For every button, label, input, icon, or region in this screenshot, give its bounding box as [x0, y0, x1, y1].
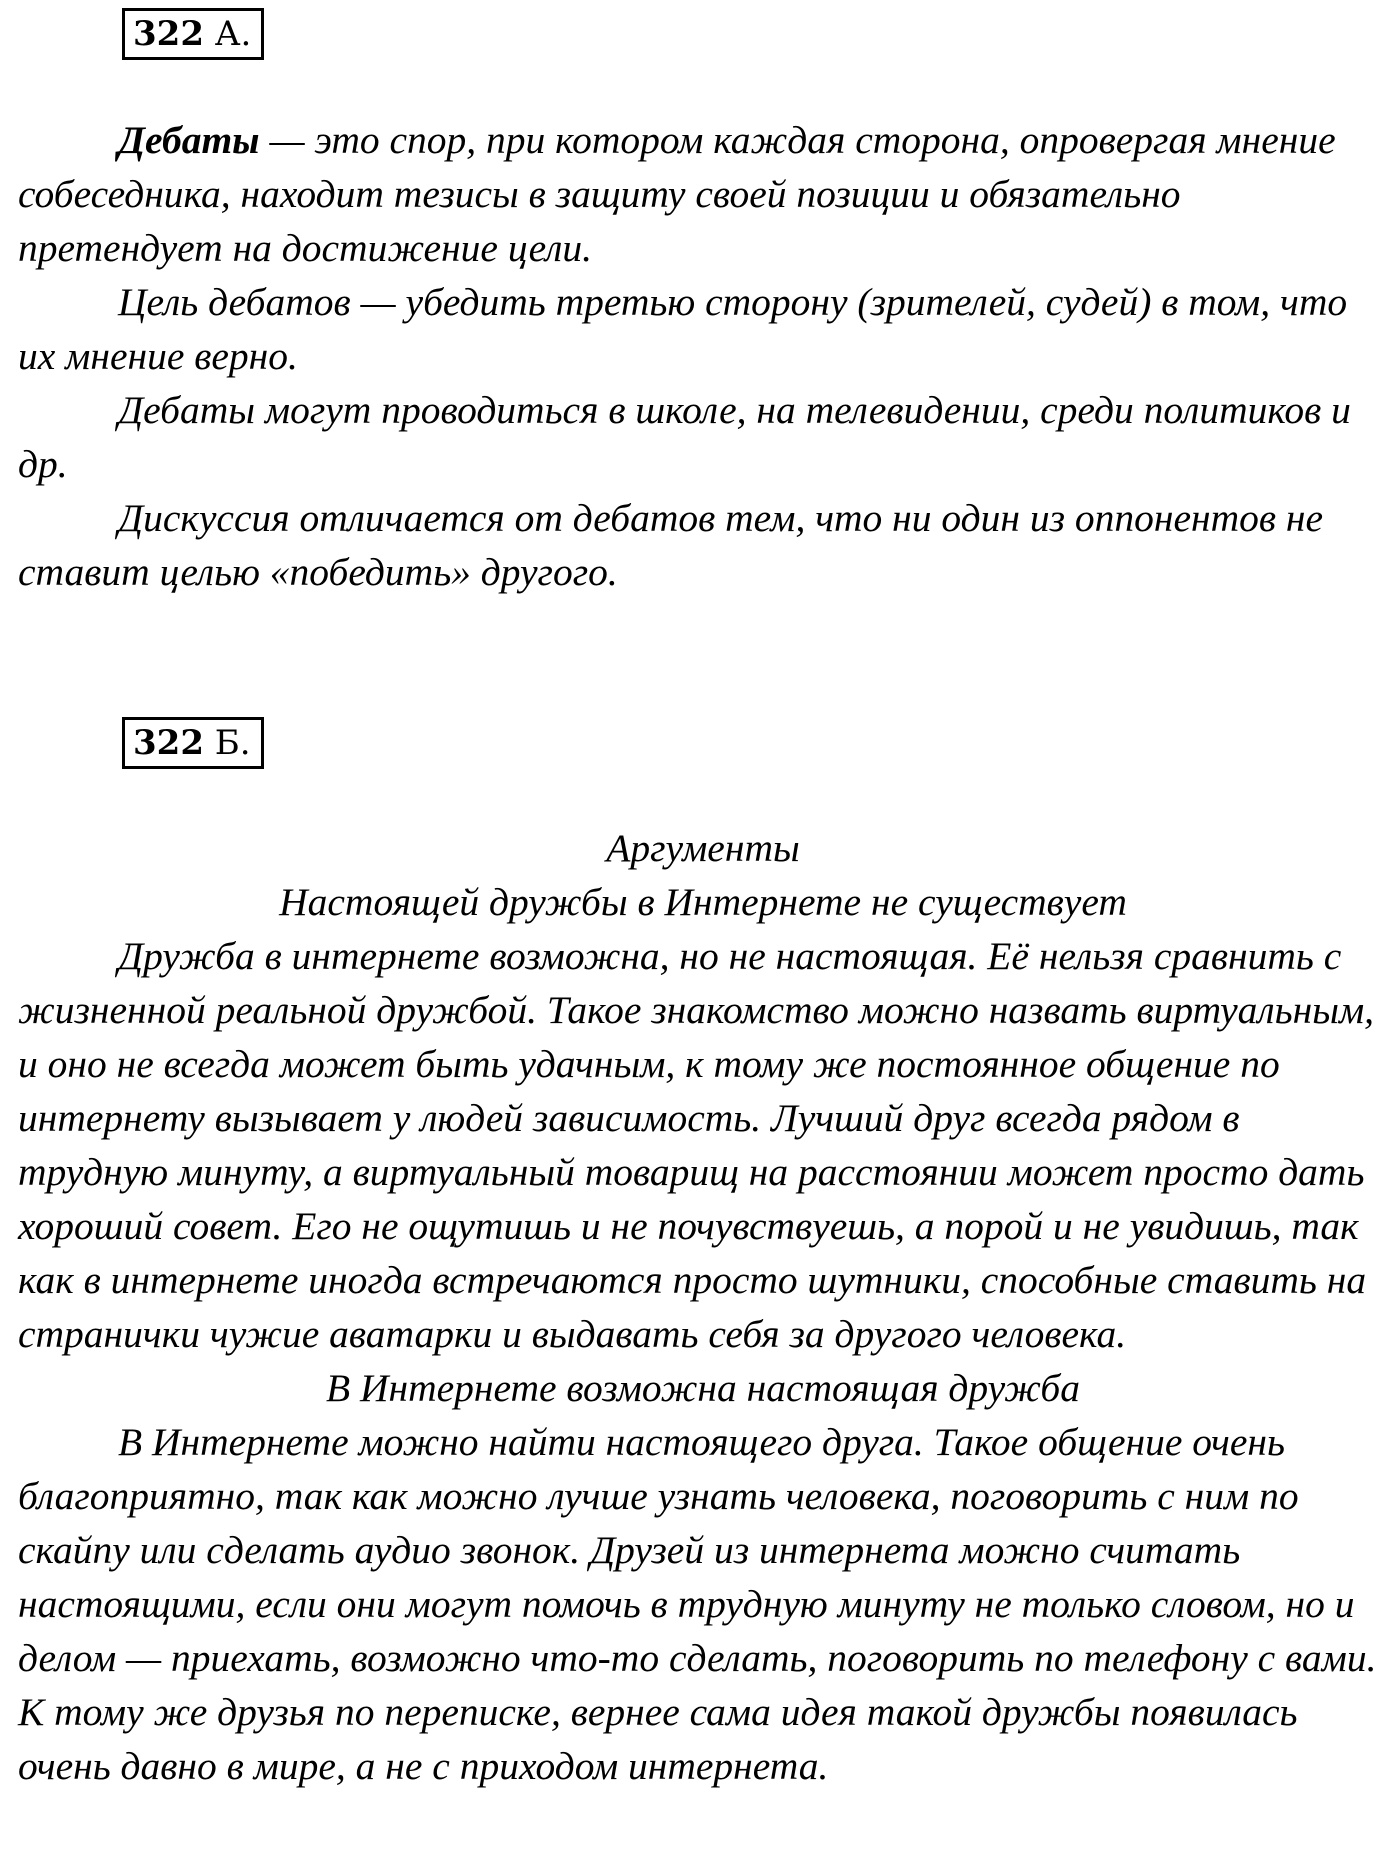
exercise-number: 322: [133, 14, 204, 54]
subheading-for: В Интернете возможна настоящая дружба: [325, 1366, 1081, 1410]
definition-paragraph: [18, 113, 1388, 275]
exercise-letter: А.: [214, 14, 252, 54]
exercise-number: 322: [133, 723, 204, 763]
exercise-label-322b: [122, 717, 264, 769]
paragraph-against: Дружба в интернете возможна, но не настоящая. Её нельзя сравнить с жизненной реальной дружбой. Такое знакомство можно назвать виртуальным, и оно не всегда может быть удачным, к тому же постоянное общение по интернету вызывает у людей зависимость. Лучший друг всегда рядом в трудную минуту, а виртуальный товарищ на расстоянии может просто дать хороший совет. Его не ощутишь и не почувствуешь, а порой и не увидишь, так как в интернете иногда встречаются просто шутники, способные ставить на странички чужие аватарки и выдавать себя за другого человека.: [18, 934, 1375, 1356]
exercise-label-322a: [122, 8, 264, 60]
goal-paragraph: Цель дебатов — убедить третью сторону (зрителей, судей) в том, что их мнение верно.: [18, 280, 1348, 378]
discussion-paragraph: Дискуссия отличается от дебатов тем, что ни один из оппонентов не ставит целью «победить» другого.: [18, 496, 1324, 594]
section-b-text: [18, 821, 1388, 1793]
venues-paragraph: Дебаты могут проводиться в школе, на телевидении, среди политиков и др.: [18, 388, 1351, 486]
subheading-against: Настоящей дружбы в Интернете не существует: [279, 880, 1127, 924]
arguments-heading: Аргументы: [606, 826, 800, 870]
exercise-letter: Б.: [214, 723, 251, 763]
section-a-text: [18, 113, 1388, 599]
definition-text: — это спор, при котором каждая сторона, опровергая мнение собеседника, находит тезисы в защиту своей позиции и обязательно претендует на достижение цели.: [18, 118, 1336, 270]
term-debates: Дебаты: [118, 118, 260, 162]
paragraph-for: В Интернете можно найти настоящего друга. Такое общение очень благоприятно, так как можно лучше узнать человека, поговорить с ним по скайпу или сделать аудио звонок. Друзей из интернета можно считать настоящими, если они могут помочь в трудную минуту не только словом, но и делом — приехать, возможно что-то сделать, поговорить по телефону с вами. К тому же друзья по переписке, вернее сама идея такой дружбы появилась очень давно в мире, а не с приходом интернета.: [18, 1420, 1377, 1788]
